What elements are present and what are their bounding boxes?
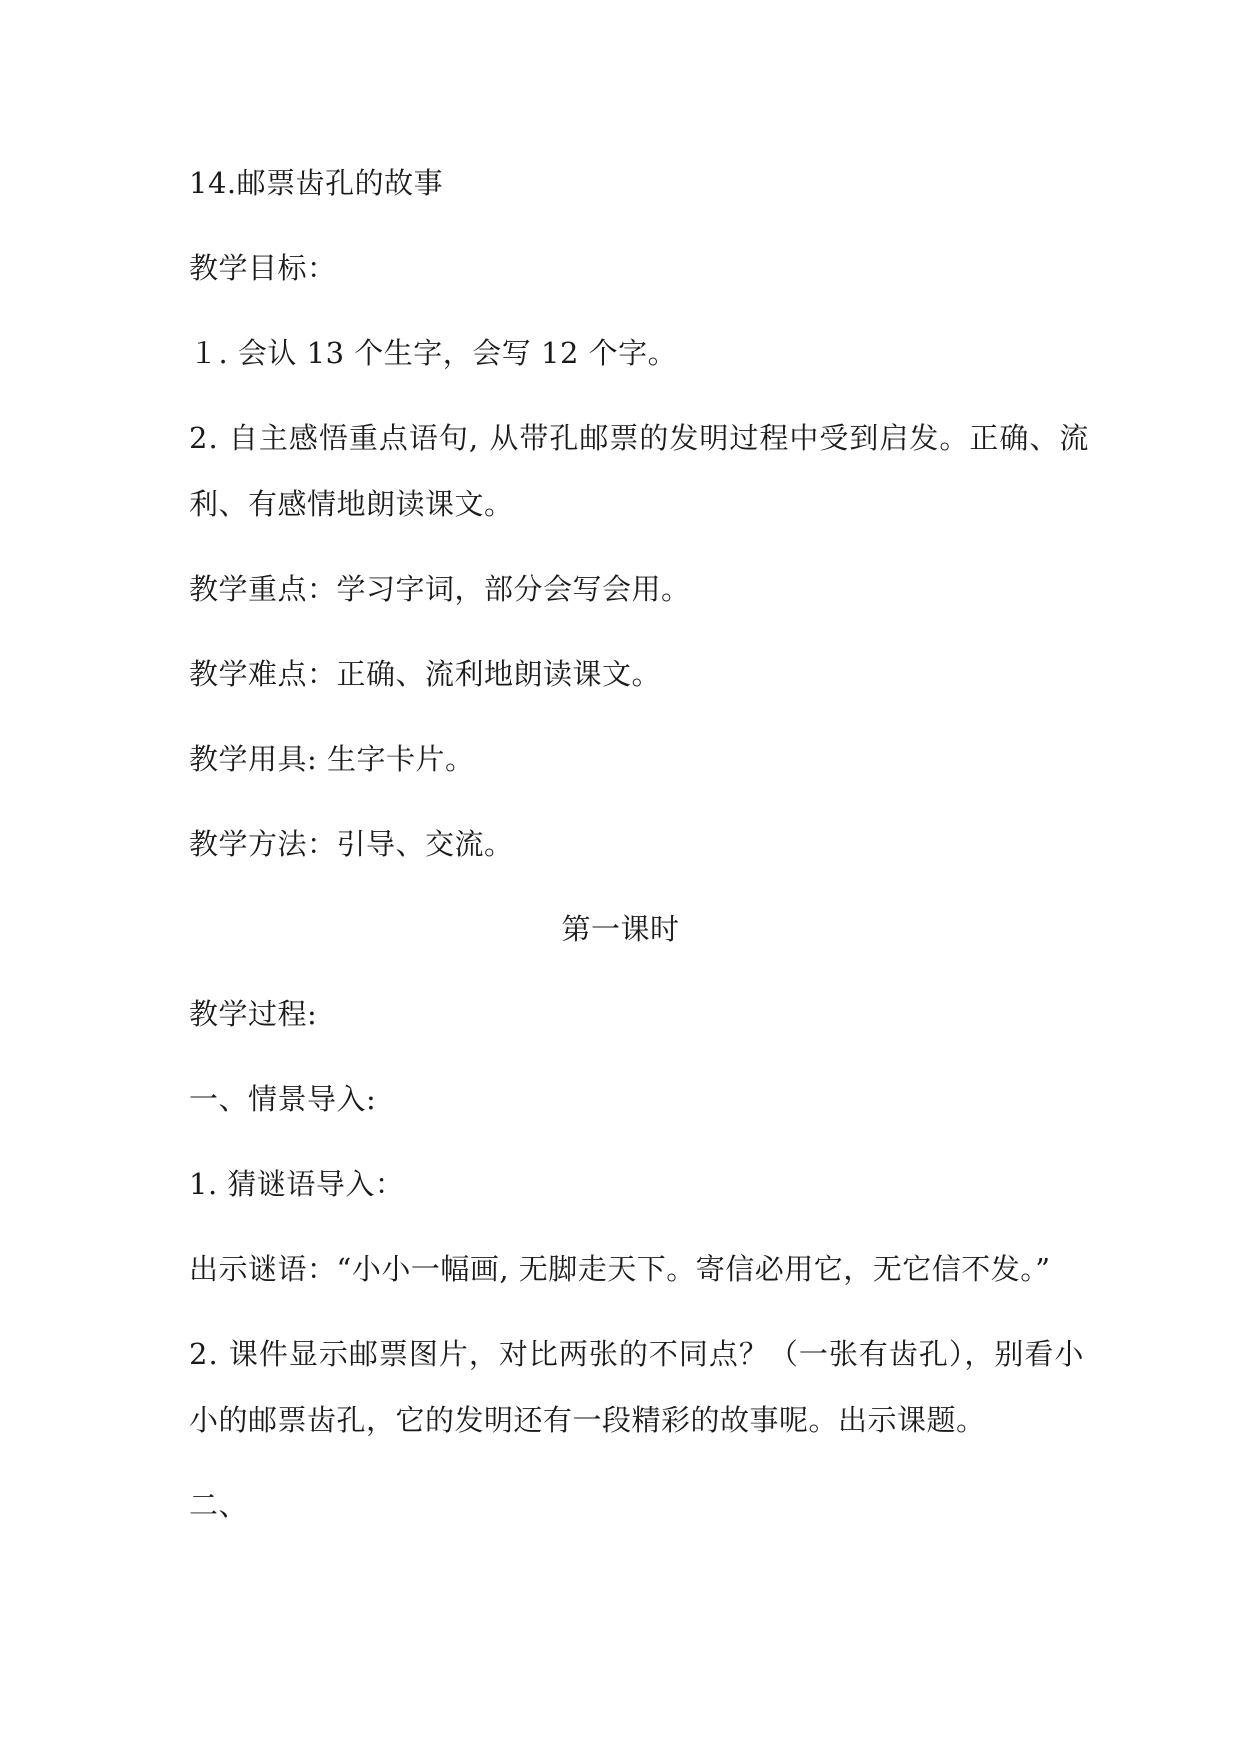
difficulty: 教学难点：正确、流利地朗读课文。 <box>189 657 662 691</box>
step-1: 1. 猜谜语导入： <box>189 1167 405 1201</box>
step-2-line-1: 2. 课件显示邮票图片，对比两张的不同点？（一张有齿孔），别看小 <box>189 1337 1085 1371</box>
lesson-heading: 第一课时 <box>561 912 680 946</box>
teaching-method: 教学方法：引导、交流。 <box>189 827 514 861</box>
objective-2-line-1: 2. 自主感悟重点语句, 从带孔邮票的发明过程中受到启发。正确、流 <box>189 421 1090 455</box>
section-2-heading: 二、 <box>189 1488 249 1522</box>
riddle: 出示谜语：“小小一幅画, 无脚走天下。寄信必用它，无它信不发。” <box>189 1252 1051 1286</box>
key-point: 教学重点：学习字词，部分会写会用。 <box>189 572 691 606</box>
section-1-heading: 一、情景导入: <box>189 1082 377 1116</box>
lesson-title: 14.邮票齿孔的故事 <box>189 166 444 200</box>
teaching-tools: 教学用具: 生字卡片。 <box>189 742 475 776</box>
objective-1: １. 会认 13 个生字，会写 12 个字。 <box>189 336 678 370</box>
objectives-heading: 教学目标： <box>189 251 337 285</box>
process-heading: 教学过程: <box>189 997 318 1031</box>
step-2-line-2: 小的邮票齿孔，它的发明还有一段精彩的故事呢。出示课题。 <box>189 1403 986 1437</box>
objective-2-line-2: 利、有感情地朗读课文。 <box>189 487 514 521</box>
